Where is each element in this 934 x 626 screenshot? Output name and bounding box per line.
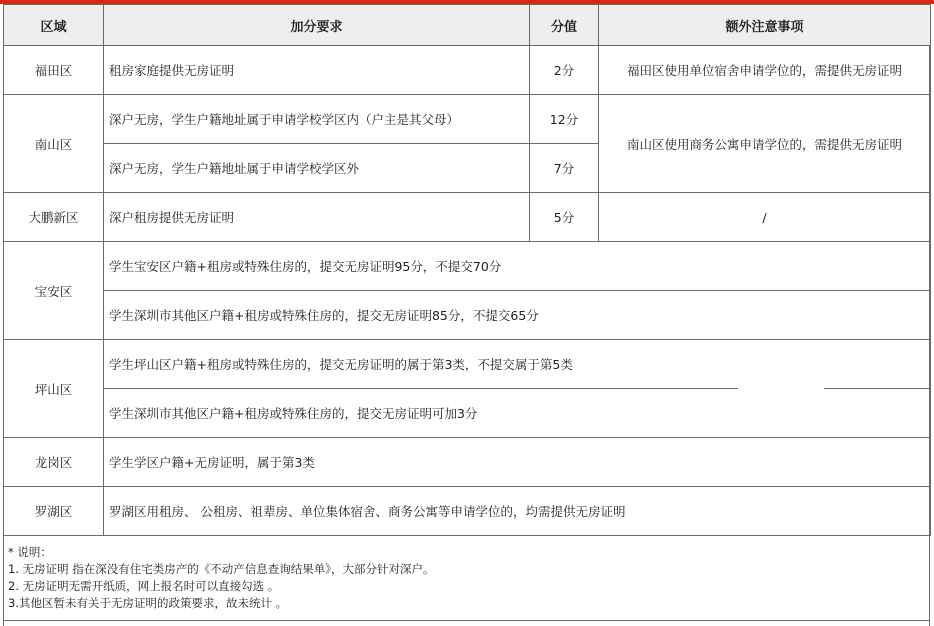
- policy-table: [3, 4, 931, 536]
- region-cell: 坪山区: [4, 340, 104, 438]
- notes-section: [4, 541, 929, 615]
- table-header-row: [4, 5, 931, 46]
- table-row-nanshan-1: [4, 95, 931, 144]
- note-item-3: 3.其他区暂未有关于无房证明的政策要求，故未统计 。: [8, 596, 288, 610]
- table-row-luohu: [4, 487, 931, 536]
- table-row-pingshan-2: [4, 389, 931, 438]
- region-cell: 福田区: [4, 46, 104, 95]
- region-cell: 龙岗区: [4, 438, 104, 487]
- note-cell: 福田区使用单位宿舍申请学位的，需提供无房证明: [599, 46, 931, 95]
- bottom-border: [3, 620, 930, 621]
- region-cell: 南山区: [4, 95, 104, 193]
- header-requirement: 加分要求: [104, 5, 530, 46]
- table-row-baoan-2: [4, 291, 931, 340]
- table-row-baoan-1: [4, 242, 931, 291]
- note-cell: /: [599, 193, 931, 242]
- requirement-cell: 学生深圳市其他区户籍+租房或特殊住房的，提交无房证明85分，不提交65分: [104, 291, 931, 340]
- notes-title: * 说明：: [8, 545, 52, 559]
- table-row-pingshan-1: [4, 340, 931, 389]
- table-row-longgang: [4, 438, 931, 487]
- note-item-2: 2. 无房证明无需开纸质，网上报名时可以直接勾选 。: [8, 579, 280, 593]
- header-score: 分值: [530, 5, 599, 46]
- requirement-cell: 学生宝安区户籍+租房或特殊住房的，提交无房证明95分，不提交70分: [104, 242, 931, 291]
- requirement-cell: 学生学区户籍+无房证明，属于第3类: [104, 438, 931, 487]
- score-cell: 12分: [530, 95, 599, 144]
- note-cell: 南山区使用商务公寓申请学位的，需提供无房证明: [599, 95, 931, 193]
- note-item-1: 1. 无房证明 指在深没有住宅类房产的《不动产信息查询结果单》，大部分针对深户。: [8, 562, 435, 576]
- score-cell: 2分: [530, 46, 599, 95]
- header-region: 区域: [4, 5, 104, 46]
- table-row-futian: [4, 46, 931, 95]
- table-row-dapeng: [4, 193, 931, 242]
- requirement-cell: 学生深圳市其他区户籍+租房或特殊住房的，提交无房证明可加3分: [104, 389, 931, 438]
- blank-patch: [738, 383, 824, 395]
- requirement-cell: 深户租房提供无房证明: [104, 193, 530, 242]
- region-cell: 罗湖区: [4, 487, 104, 536]
- requirement-cell: 租房家庭提供无房证明: [104, 46, 530, 95]
- requirement-cell: 学生坪山区户籍+租房或特殊住房的，提交无房证明的属于第3类，不提交属于第5类: [104, 340, 931, 389]
- requirement-cell: 罗湖区用租房、 公租房、祖辈房、单位集体宿舍、商务公寓等申请学位的，均需提供无房证明: [104, 487, 931, 536]
- region-cell: 宝安区: [4, 242, 104, 340]
- score-cell: 7分: [530, 144, 599, 193]
- header-notes: 额外注意事项: [599, 5, 931, 46]
- requirement-cell: 深户无房，学生户籍地址属于申请学校学区外: [104, 144, 530, 193]
- region-cell: 大鹏新区: [4, 193, 104, 242]
- score-cell: 5分: [530, 193, 599, 242]
- requirement-cell: 深户无房，学生户籍地址属于申请学校学区内（户主是其父母）: [104, 95, 530, 144]
